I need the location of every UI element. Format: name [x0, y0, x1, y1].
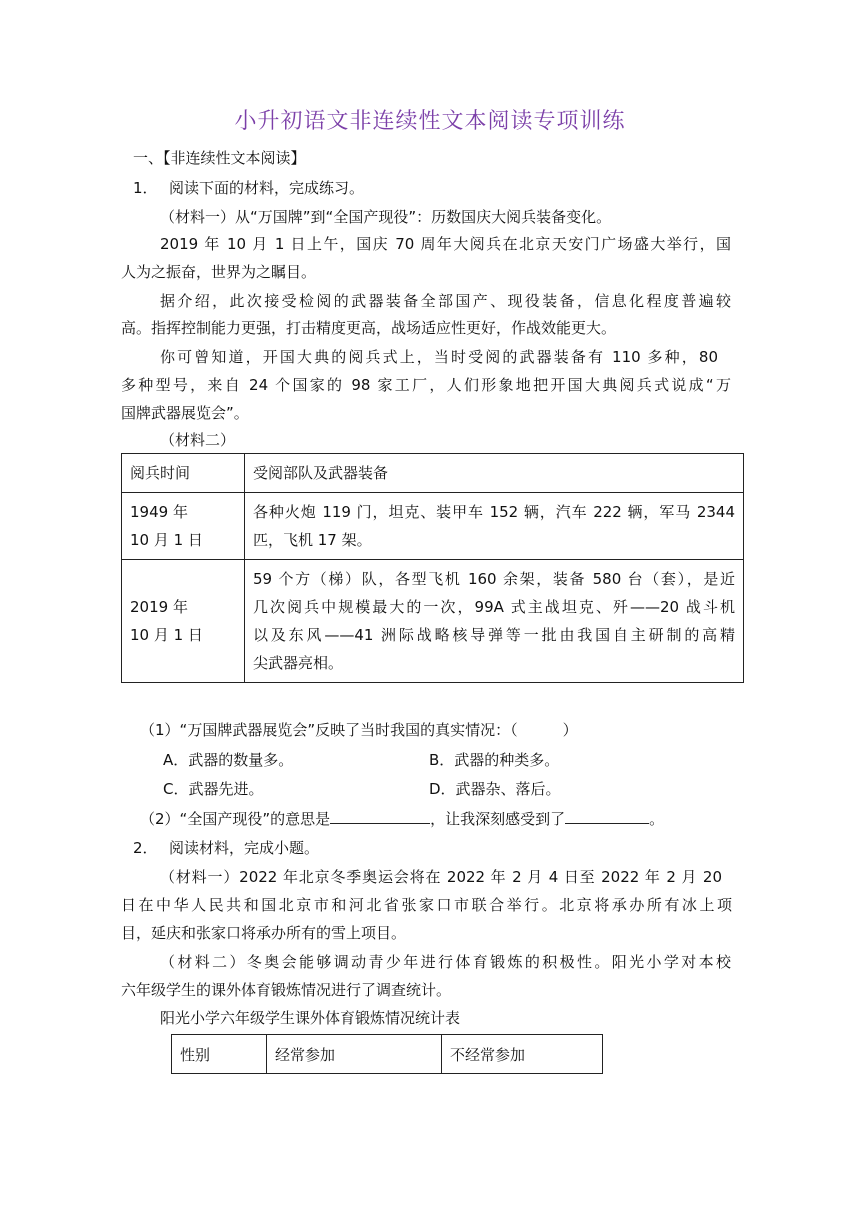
- table-cell-date: [122, 493, 245, 560]
- option-c[interactable]: C．武器先进。: [163, 780, 264, 798]
- cell-line: 以及东风——41 洲际战略核导弹等一批由我国自主研制的高精: [253, 626, 735, 644]
- cell-line: 各种火炮 119 门，坦克、装甲车 152 辆，汽车 222 辆，军马 2344: [253, 503, 735, 521]
- material-2-heading: （材料二）: [160, 431, 236, 449]
- cell-line: 几次阅兵中规模最大的一次，99A 式主战坦克、歼——20 战斗机: [253, 598, 735, 616]
- paragraph-line: 六年级学生的课外体育锻炼情况进行了调查统计。: [121, 981, 452, 999]
- cell-line: 10 月 1 日: [130, 531, 203, 549]
- page-title: 小升初语文非连续性文本阅读专项训练: [234, 109, 626, 134]
- cell-line: 尖武器亮相。: [253, 654, 344, 672]
- parade-table: [121, 453, 744, 683]
- exercise-stats-table: [171, 1034, 603, 1074]
- paragraph-line: 你可曾知道，开国大典的阅兵式上，当时受阅的武器装备有 110 多种，80: [160, 348, 718, 366]
- sub-question-2-text: 。: [649, 810, 665, 828]
- sub-question-2-text: （2）“全国产现役”的意思是: [140, 810, 331, 828]
- option-b[interactable]: B．武器的种类多。: [429, 751, 560, 769]
- sub-question-2-text: ，让我深刻感受到了: [430, 810, 566, 828]
- paragraph-line: 多种型号，来自 24 个国家的 98 家工厂，人们形象地把开国大典阅兵式说成“万: [121, 376, 731, 394]
- table-header-cell: 受阅部队及武器装备: [245, 454, 744, 493]
- paragraph-line: 人为之振奋，世界为之瞩目。: [121, 263, 317, 281]
- table-header-cell: 经常参加: [267, 1035, 442, 1074]
- question-2-prompt: [133, 838, 319, 858]
- table-row: [122, 493, 744, 560]
- table-cell-date: [122, 560, 245, 683]
- sub-question-2: [140, 809, 664, 829]
- question-1-prompt: [133, 178, 364, 198]
- table-header-cell: 不经常参加: [442, 1035, 603, 1074]
- cell-line: 1949 年: [130, 503, 188, 521]
- table-row: [122, 560, 744, 683]
- paragraph-line: 据介绍，此次接受检阅的武器装备全部国产、现役装备，信息化程度普遍较: [160, 292, 731, 310]
- sub-question-1: （1）“万国牌武器展览会”反映了当时我国的真实情况：（ ）: [140, 721, 578, 739]
- answer-blank-1[interactable]: [330, 809, 430, 824]
- paragraph-line: 高。指挥控制能力更强，打击精度更高，战场适应性更好，作战效能更大。: [121, 319, 617, 337]
- table-header-row: [172, 1035, 603, 1074]
- paragraph-line: 2019 年 10 月 1 日上午，国庆 70 周年大阅兵在北京天安门广场盛大举行，国: [160, 235, 731, 253]
- paragraph-line: 目，延庆和张家口将承办所有的雪上项目。: [121, 924, 407, 942]
- option-d[interactable]: D．武器杂、落后。: [429, 780, 561, 798]
- cell-line: 2019 年: [130, 598, 188, 616]
- paragraph-line: （材料二）冬奥会能够调动青少年进行体育锻炼的积极性。阳光小学对本校: [160, 953, 731, 971]
- table-cell-equipment: [245, 560, 744, 683]
- option-a[interactable]: A．武器的数量多。: [163, 751, 294, 769]
- question-number: 2．: [133, 839, 158, 857]
- cell-line: 10 月 1 日: [130, 626, 203, 644]
- cell-line: 59 个方（梯）队，各型飞机 160 余架，装备 580 台（套），是近: [253, 570, 735, 588]
- question-number: 1．: [133, 179, 158, 197]
- question-text: 阅读下面的材料，完成练习。: [169, 179, 365, 197]
- paragraph-line: 日在中华人民共和国北京市和河北省张家口市联合举行。北京将承办所有冰上项: [121, 896, 732, 914]
- table-header-row: [122, 454, 744, 493]
- cell-line: 匹，飞机 17 架。: [253, 531, 372, 549]
- table-header-cell: 阅兵时间: [122, 454, 245, 493]
- table-caption: 阳光小学六年级学生课外体育锻炼情况统计表: [160, 1009, 461, 1027]
- answer-blank-2[interactable]: [565, 809, 649, 824]
- paragraph-line: 国牌武器展览会”。: [121, 404, 249, 422]
- section-heading: 一、【非连续性文本阅读】: [133, 149, 306, 167]
- paragraph-line: （材料一）2022 年北京冬季奥运会将在 2022 年 2 月 4 日至 2022 年 2 月 20: [160, 868, 722, 886]
- table-cell-equipment: [245, 493, 744, 560]
- table-header-cell: 性别: [172, 1035, 267, 1074]
- question-text: 阅读材料，完成小题。: [169, 839, 320, 857]
- material-1-heading: （材料一）从“万国牌”到“全国产现役”：历数国庆大阅兵装备变化。: [160, 208, 612, 226]
